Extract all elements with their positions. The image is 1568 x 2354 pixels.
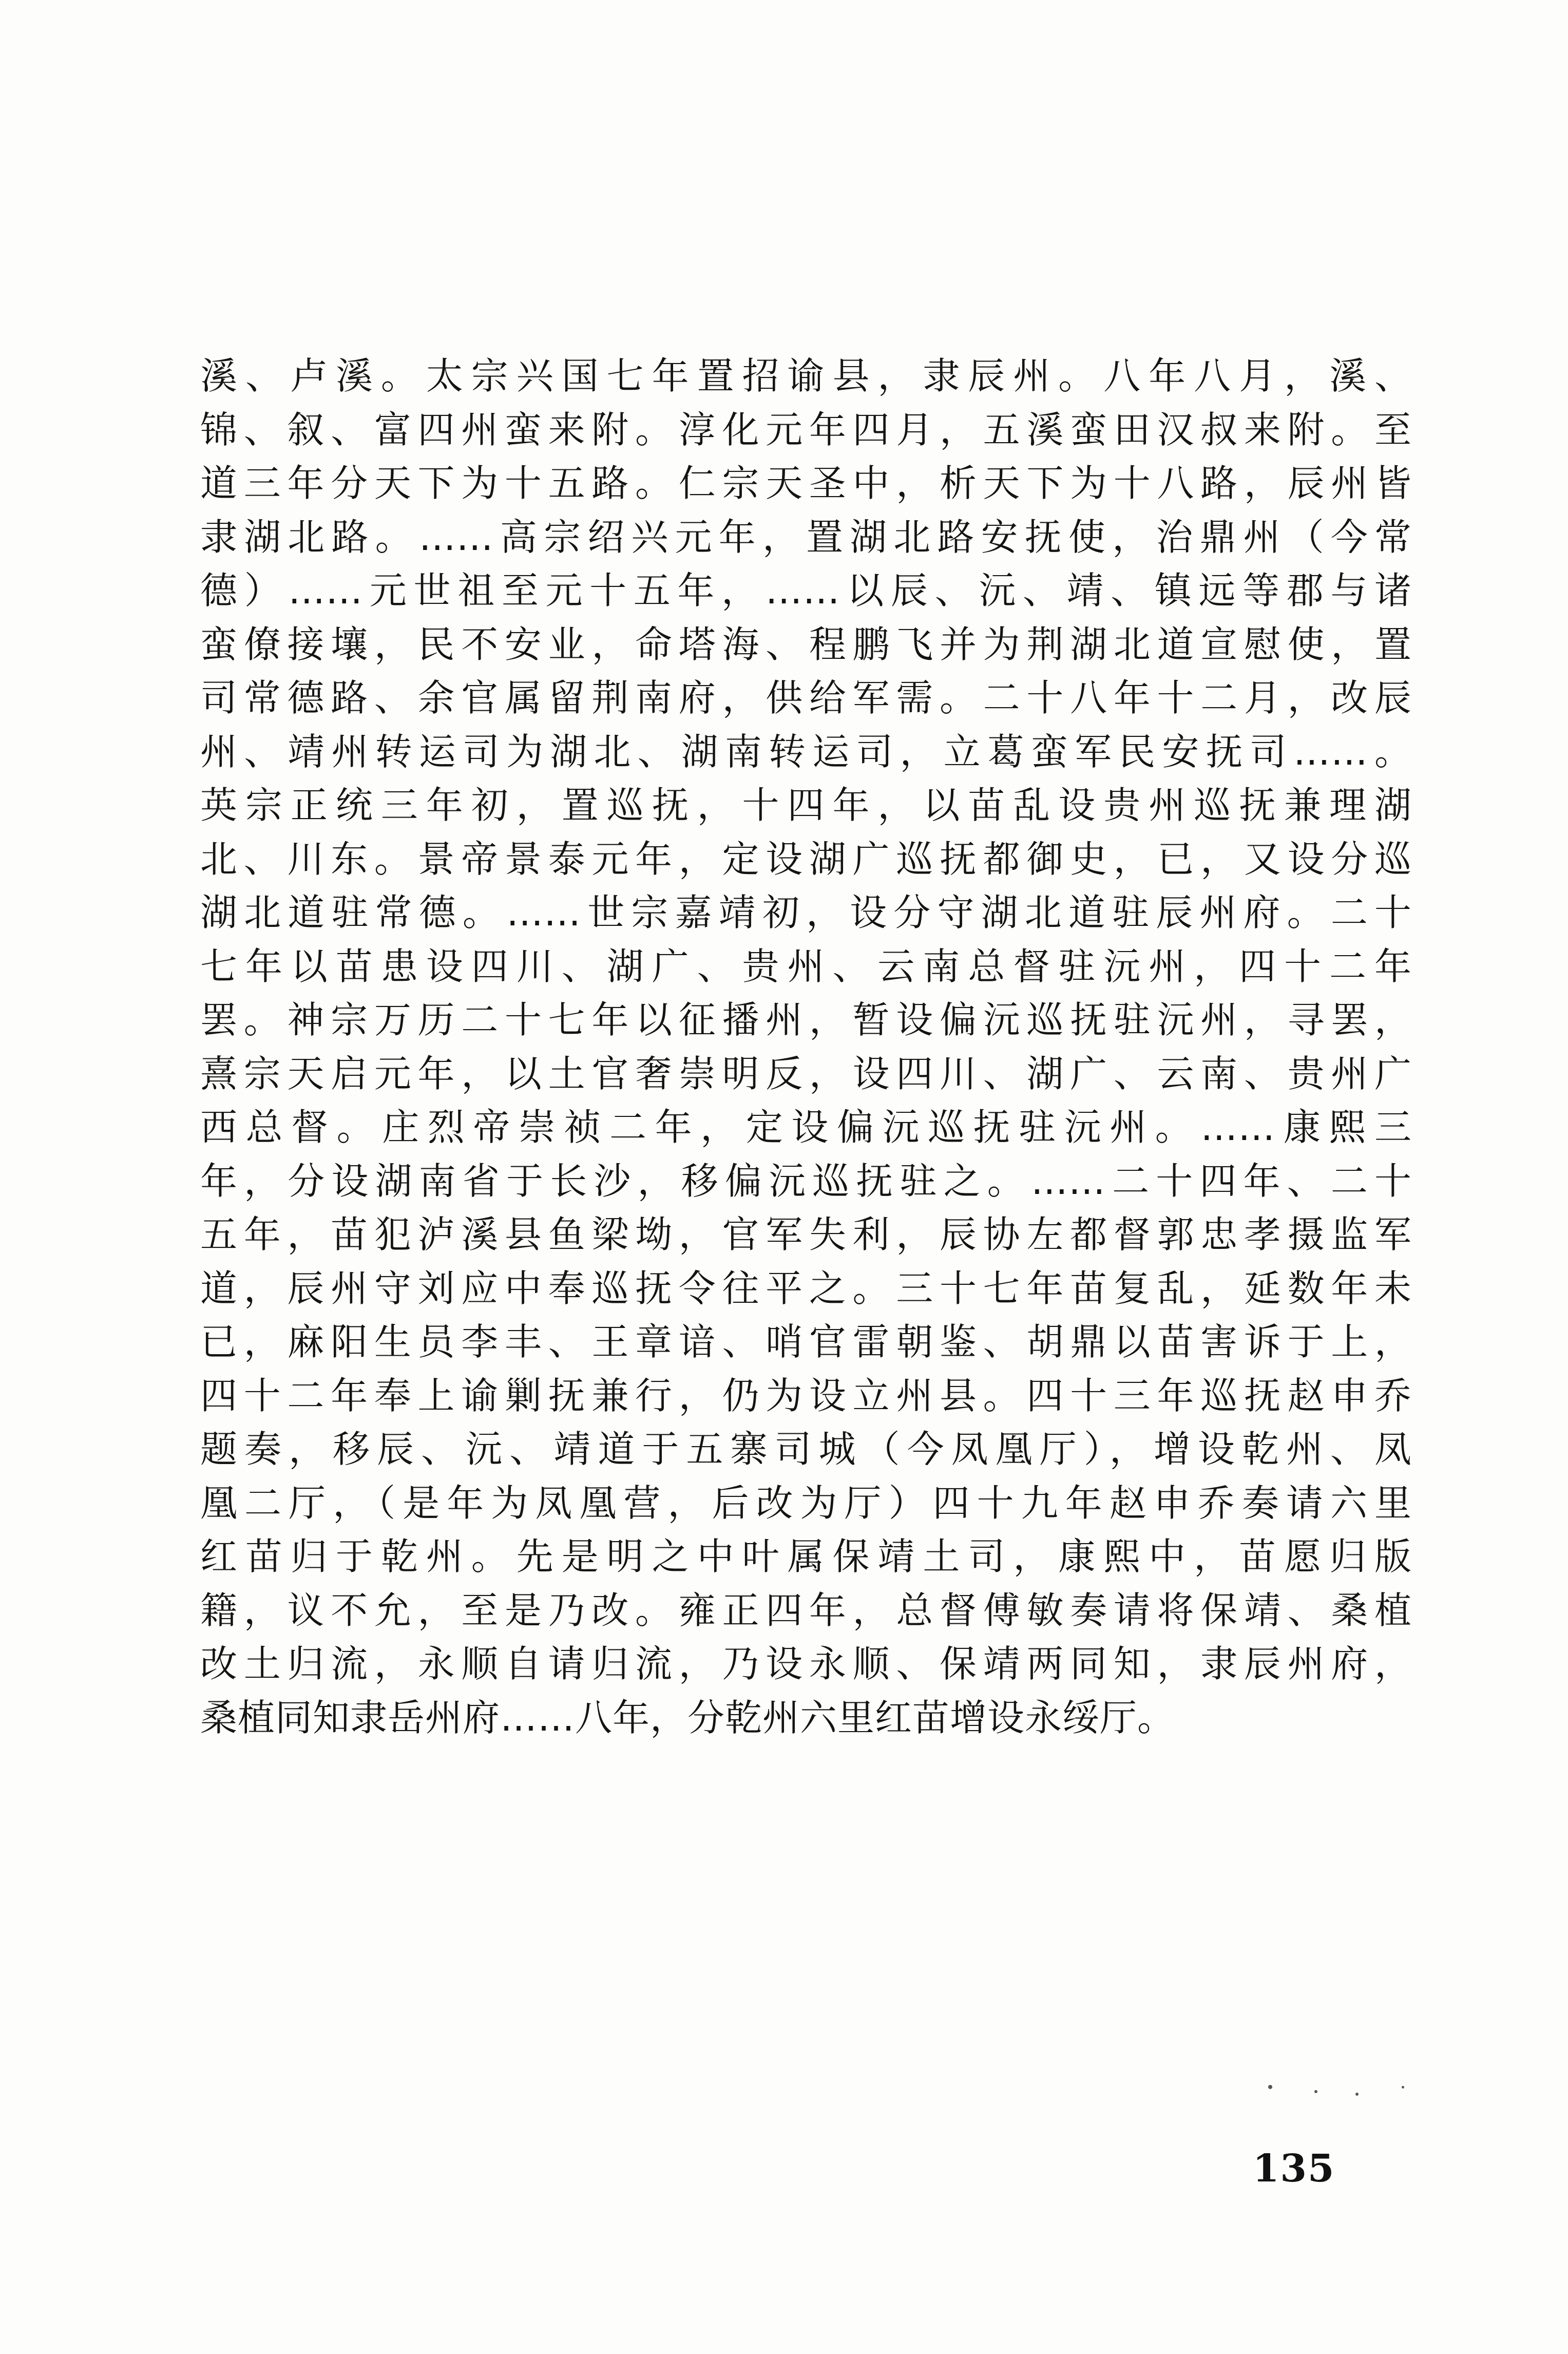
- print-speck: [1402, 2086, 1404, 2089]
- text-line: 改土归流，永顺自请归流，乃设永顺、保靖两同知，隶辰州府，: [200, 1642, 1412, 1685]
- text-line: 蛮僚接壤，民不安业，命塔海、程鹏飞并为荆湖北道宣慰使，置: [200, 622, 1412, 666]
- text-line: 湖北道驻常德。……世宗嘉靖初，设分守湖北道驻辰州府。二十: [200, 891, 1412, 934]
- text-line: 溪、卢溪。太宗兴国七年置招谕县，隶辰州。八年八月，溪、: [200, 354, 1412, 397]
- text-line: 年，分设湖南省于长沙，移偏沅巡抚驻之。……二十四年、二十: [200, 1159, 1412, 1203]
- text-line: 四十二年奉上谕剿抚兼行，仍为设立州县。四十三年巡抚赵申乔: [200, 1374, 1412, 1417]
- text-line: 州、靖州转运司为湖北、湖南转运司，立葛蛮军民安抚司……。: [200, 730, 1412, 773]
- text-line: 司常德路、余官属留荆南府，供给军需。二十八年十二月，改辰: [200, 676, 1412, 719]
- text-line: 英宗正统三年初，置巡抚，十四年，以苗乱设贵州巡抚兼理湖: [200, 784, 1412, 827]
- print-speck: [1355, 2093, 1359, 2096]
- text-line: 已，麻阳生员李丰、王章谙、哨官雷朝鉴、胡鼎以苗害诉于上，: [200, 1320, 1412, 1363]
- text-line: 五年，苗犯泸溪县鱼梁坳，官军失利，辰协左都督郭忠孝摄监军: [200, 1213, 1412, 1256]
- text-line: 德）……元世祖至元十五年，……以辰、沅、靖、镇远等郡与诸: [200, 569, 1412, 612]
- body-text: [200, 349, 1412, 1744]
- text-line: 北、川东。景帝景泰元年，定设湖广巡抚都御史，已，又设分巡: [200, 837, 1412, 881]
- page-number: 135: [1253, 2147, 1335, 2191]
- text-line: 道三年分天下为十五路。仁宗天圣中，析天下为十八路，辰州皆: [200, 462, 1412, 505]
- text-line: 熹宗天启元年，以土官奢崇明反，设四川、湖广、云南、贵州广: [200, 1052, 1412, 1095]
- print-speck: [1268, 2085, 1272, 2089]
- text-line: 罢。神宗万历二十七年以征播州，暂设偏沅巡抚驻沅州，寻罢，: [200, 998, 1412, 1041]
- text-line: 题奏，移辰、沅、靖道于五寨司城（今凤凰厅），增设乾州、凤: [200, 1428, 1412, 1471]
- print-speck: [1314, 2090, 1317, 2093]
- text-line: 桑植同知隶岳州府……八年，分乾州六里红苗增设永绥厅。: [200, 1696, 1175, 1739]
- text-line: 锦、叙、富四州蛮来附。淳化元年四月，五溪蛮田汉叔来附。至: [200, 408, 1412, 451]
- text-line: 凰二厅，（是年为凤凰营，后改为厅）四十九年赵申乔奏请六里: [200, 1481, 1412, 1525]
- text-line: 道，辰州守刘应中奉巡抚令往平之。三十七年苗复乱，延数年未: [200, 1266, 1412, 1310]
- text-line: 隶湖北路。……高宗绍兴元年，置湖北路安抚使，治鼎州（今常: [200, 515, 1412, 559]
- text-line: 红苗归于乾州。先是明之中叶属保靖土司，康熙中，苗愿归版: [200, 1535, 1412, 1578]
- text-line: 籍，议不允，至是乃改。雍正四年，总督傅敏奏请将保靖、桑植: [200, 1588, 1412, 1632]
- text-line: 七年以苗患设四川、湖广、贵州、云南总督驻沅州，四十二年: [200, 944, 1412, 988]
- text-line: 西总督。庄烈帝崇祯二年，定设偏沅巡抚驻沅州。……康熙三: [200, 1106, 1412, 1149]
